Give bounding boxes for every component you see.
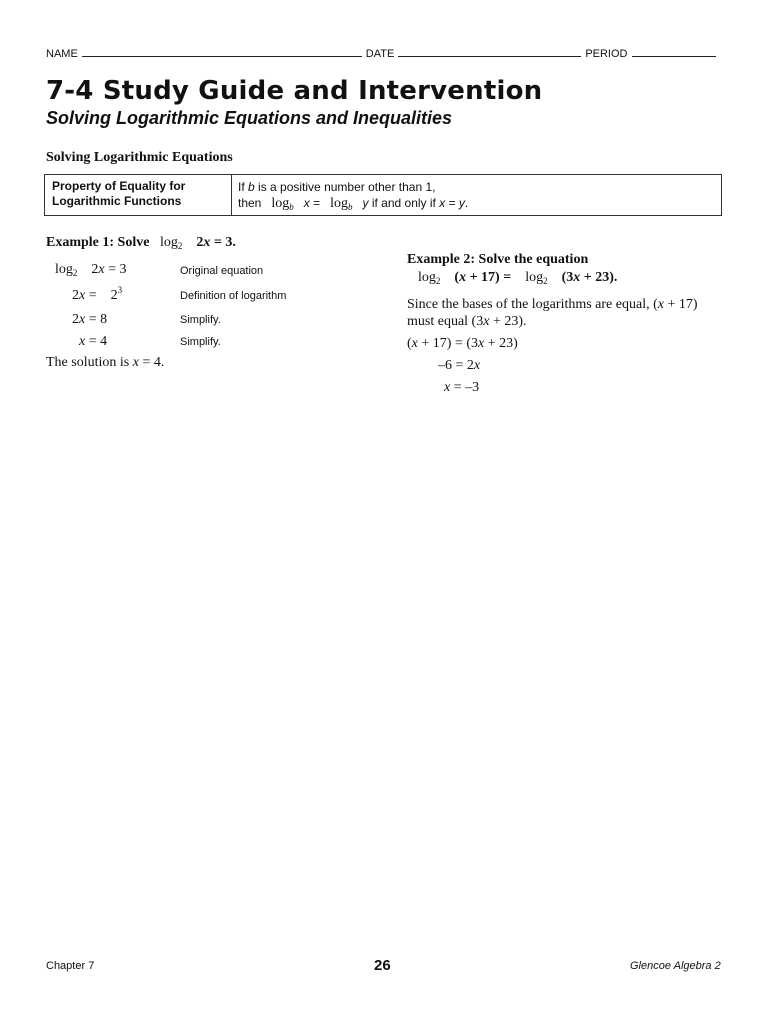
property-box — [44, 174, 722, 216]
period-label: PERIOD — [585, 48, 628, 60]
property-name-cell — [45, 175, 232, 215]
example1-heading: Example 1: Solve $\log_2$ 2x = 3. — [46, 235, 236, 251]
example2-explanation-line1: Since the bases of the logarithms are equal, (x + 17) — [407, 297, 698, 312]
example1-step2-math: 2x = $2^3$ — [72, 285, 123, 303]
footer-page-number: 26 — [374, 957, 391, 974]
property-rule-cell — [238, 179, 468, 212]
example2-equation: $\log_2$ (x + 17) = $\log_2$ (3x + 23). — [418, 270, 618, 286]
example1-step4-math: x = 4 — [79, 334, 108, 349]
date-label: DATE — [365, 48, 395, 60]
example2-step2: –6 = 2x — [438, 358, 481, 373]
property-rule-line2: then $\log_b$ $x = \log_b$ y if and only if x = y. — [238, 196, 469, 212]
name-label: NAME — [46, 48, 78, 60]
property-name-line1: Property of Equality for — [52, 179, 186, 193]
student-info-header — [46, 46, 723, 60]
example1-step1-math: $\log_2$ 2x = 3 — [55, 262, 127, 278]
page-title: 7-4 Study Guide and Intervention — [46, 76, 543, 106]
footer-chapter: Chapter 7 — [46, 960, 95, 972]
example1-step2-reason: Definition of logarithm — [180, 290, 287, 302]
example1-step3-math: 2x = 8 — [72, 312, 108, 327]
period-blank[interactable] — [632, 46, 716, 57]
property-name-line2: Logarithmic Functions — [52, 194, 182, 208]
page-subtitle: Solving Logarithmic Equations and Inequalities — [46, 108, 453, 128]
property-rule-line1: If b is a positive number other than 1, — [238, 180, 436, 194]
section-title: Solving Logarithmic Equations — [46, 150, 233, 165]
date-blank[interactable] — [398, 46, 581, 57]
name-blank[interactable] — [82, 46, 362, 57]
example1-step3-reason: Simplify. — [180, 314, 221, 326]
example2-explanation-line2: must equal (3x + 23). — [407, 314, 527, 329]
example2-step3: x = –3 — [444, 380, 480, 395]
example1-conclusion: The solution is x = 4. — [46, 355, 165, 370]
example1-step1-reason: Original equation — [180, 265, 264, 277]
example2-explanation — [407, 296, 722, 330]
example2-heading: Example 2: Solve the equation — [407, 252, 589, 267]
example2-step1: (x + 17) = (3x + 23) — [407, 336, 518, 351]
example1-step4-reason: Simplify. — [180, 336, 221, 348]
footer-book-title: Glencoe Algebra 2 — [630, 960, 721, 972]
